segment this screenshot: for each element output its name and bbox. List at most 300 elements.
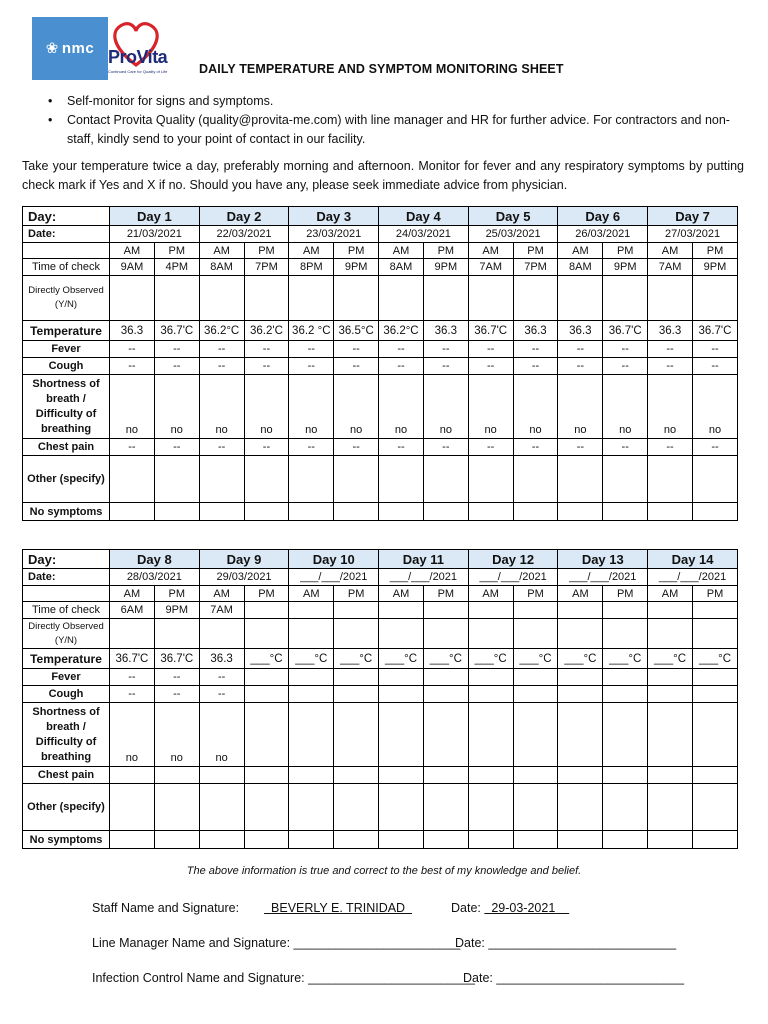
- observed-cell[interactable]: [244, 619, 289, 649]
- observed-cell[interactable]: [199, 619, 244, 649]
- observed-cell[interactable]: [199, 276, 244, 321]
- temperature-cell[interactable]: ___°C: [379, 649, 424, 669]
- day-header: Day 2: [199, 207, 289, 226]
- chest-pain-cell[interactable]: --: [154, 439, 199, 456]
- no-symptoms-cell[interactable]: [199, 831, 244, 849]
- day-header: Day 6: [558, 207, 648, 226]
- cough-cell[interactable]: --: [199, 358, 244, 375]
- no-symptoms-cell[interactable]: [423, 831, 468, 849]
- observed-cell[interactable]: [244, 276, 289, 321]
- other-cell[interactable]: [110, 784, 155, 831]
- cough-label: Cough: [23, 686, 110, 703]
- temperature-cell[interactable]: 36.3: [110, 321, 155, 341]
- temperature-cell[interactable]: 36.7'C: [692, 321, 737, 341]
- other-cell[interactable]: [513, 456, 558, 503]
- other-cell[interactable]: [648, 456, 693, 503]
- no-symptoms-cell[interactable]: [513, 503, 558, 521]
- day-header: Day 1: [110, 207, 200, 226]
- time-cell[interactable]: [244, 602, 289, 619]
- shortness-cell[interactable]: no: [423, 375, 468, 439]
- cough-cell[interactable]: --: [289, 358, 334, 375]
- shortness-cell[interactable]: no: [199, 375, 244, 439]
- shortness-cell[interactable]: [558, 703, 603, 767]
- fever-cell[interactable]: [423, 669, 468, 686]
- date-cell[interactable]: 28/03/2021: [110, 569, 200, 586]
- no-symptoms-cell[interactable]: [558, 503, 603, 521]
- provita-tagline: Continued Care for Quality of Life: [108, 69, 168, 74]
- time-cell[interactable]: 8AM: [199, 259, 244, 276]
- pm-header: PM: [423, 586, 468, 602]
- no-symptoms-cell[interactable]: [423, 503, 468, 521]
- no-symptoms-cell[interactable]: [603, 503, 648, 521]
- date-cell[interactable]: 21/03/2021: [110, 226, 200, 243]
- date-cell[interactable]: ___/___/2021: [289, 569, 379, 586]
- time-cell[interactable]: 7AM: [199, 602, 244, 619]
- shortness-cell[interactable]: [468, 703, 513, 767]
- observed-cell[interactable]: [513, 619, 558, 649]
- am-header: AM: [110, 243, 155, 259]
- shortness-cell[interactable]: [513, 703, 558, 767]
- cough-cell[interactable]: --: [423, 358, 468, 375]
- time-cell[interactable]: 7PM: [244, 259, 289, 276]
- shortness-cell[interactable]: no: [603, 375, 648, 439]
- time-cell[interactable]: 9PM: [692, 259, 737, 276]
- observed-cell[interactable]: [692, 619, 737, 649]
- time-cell[interactable]: [692, 602, 737, 619]
- infection-control-date-field[interactable]: Date: ___________________________: [463, 971, 685, 985]
- observed-cell[interactable]: [289, 276, 334, 321]
- no-symptoms-label: No symptoms: [23, 831, 110, 849]
- temperature-cell[interactable]: 36.3: [199, 649, 244, 669]
- chest-pain-cell[interactable]: --: [199, 439, 244, 456]
- no-symptoms-cell[interactable]: [110, 831, 155, 849]
- chest-pain-cell[interactable]: --: [110, 439, 155, 456]
- cough-cell[interactable]: [289, 686, 334, 703]
- chest-pain-cell[interactable]: --: [648, 439, 693, 456]
- shortness-cell[interactable]: [648, 703, 693, 767]
- chest-pain-cell[interactable]: --: [603, 439, 648, 456]
- cough-cell[interactable]: --: [558, 358, 603, 375]
- shortness-cell[interactable]: no: [244, 375, 289, 439]
- temperature-cell[interactable]: ___°C: [334, 649, 379, 669]
- shortness-cell[interactable]: no: [154, 375, 199, 439]
- no-symptoms-cell[interactable]: [154, 831, 199, 849]
- other-label: Other (specify): [23, 784, 110, 831]
- fever-cell[interactable]: --: [692, 341, 737, 358]
- cough-cell[interactable]: [468, 686, 513, 703]
- no-symptoms-cell[interactable]: [379, 503, 424, 521]
- time-cell[interactable]: [603, 602, 648, 619]
- chest-pain-cell[interactable]: [603, 767, 648, 784]
- chest-pain-cell[interactable]: --: [468, 439, 513, 456]
- chest-pain-cell[interactable]: [154, 767, 199, 784]
- no-symptoms-cell[interactable]: [334, 831, 379, 849]
- temperature-cell[interactable]: 36.7'C: [110, 649, 155, 669]
- directly-observed-label: Directly Observed (Y/N): [23, 276, 110, 321]
- observed-cell[interactable]: [289, 619, 334, 649]
- fever-cell[interactable]: --: [468, 341, 513, 358]
- observed-cell[interactable]: [468, 619, 513, 649]
- other-cell[interactable]: [334, 784, 379, 831]
- shortness-cell[interactable]: no: [379, 375, 424, 439]
- temperature-cell[interactable]: 36.3: [558, 321, 603, 341]
- am-header: AM: [558, 243, 603, 259]
- line-manager-signature-field[interactable]: Line Manager Name and Signature: ________________________: [92, 936, 461, 950]
- no-symptoms-cell[interactable]: [199, 503, 244, 521]
- time-cell[interactable]: [289, 602, 334, 619]
- pm-header: PM: [692, 586, 737, 602]
- chest-pain-cell[interactable]: [423, 767, 468, 784]
- time-cell[interactable]: [334, 602, 379, 619]
- no-symptoms-cell[interactable]: [468, 831, 513, 849]
- other-cell[interactable]: [379, 456, 424, 503]
- observed-cell[interactable]: [603, 276, 648, 321]
- temperature-cell[interactable]: 36.7'C: [603, 321, 648, 341]
- other-cell[interactable]: [603, 784, 648, 831]
- date-cell[interactable]: 22/03/2021: [199, 226, 289, 243]
- fever-cell[interactable]: --: [423, 341, 468, 358]
- am-header: AM: [468, 243, 513, 259]
- time-cell[interactable]: 9AM: [110, 259, 155, 276]
- shortness-cell[interactable]: [423, 703, 468, 767]
- other-cell[interactable]: [244, 456, 289, 503]
- temperature-cell[interactable]: ___°C: [423, 649, 468, 669]
- fever-cell[interactable]: [603, 669, 648, 686]
- observed-cell[interactable]: [379, 276, 424, 321]
- fever-cell[interactable]: --: [154, 341, 199, 358]
- date-cell[interactable]: 29/03/2021: [199, 569, 289, 586]
- observed-cell[interactable]: [110, 276, 155, 321]
- time-cell[interactable]: 9PM: [154, 602, 199, 619]
- cough-cell[interactable]: --: [648, 358, 693, 375]
- observed-cell[interactable]: [648, 619, 693, 649]
- observed-cell[interactable]: [423, 619, 468, 649]
- cough-cell[interactable]: [379, 686, 424, 703]
- no-symptoms-cell[interactable]: [334, 503, 379, 521]
- observed-cell[interactable]: [603, 619, 648, 649]
- shortness-cell[interactable]: no: [692, 375, 737, 439]
- no-symptoms-cell[interactable]: [468, 503, 513, 521]
- observed-cell[interactable]: [648, 276, 693, 321]
- cough-cell[interactable]: --: [110, 358, 155, 375]
- cough-cell[interactable]: [603, 686, 648, 703]
- other-cell[interactable]: [289, 784, 334, 831]
- fever-cell[interactable]: [558, 669, 603, 686]
- other-cell[interactable]: [334, 456, 379, 503]
- chest-pain-cell[interactable]: --: [513, 439, 558, 456]
- chest-pain-cell[interactable]: --: [244, 439, 289, 456]
- fever-cell[interactable]: [513, 669, 558, 686]
- fever-cell[interactable]: [648, 669, 693, 686]
- temperature-cell[interactable]: 36.2'C: [244, 321, 289, 341]
- time-cell[interactable]: 8AM: [379, 259, 424, 276]
- cough-cell[interactable]: [423, 686, 468, 703]
- declaration-text: The above information is true and correct to the best of my knowledge and belief.: [186, 865, 582, 877]
- cough-cell[interactable]: [513, 686, 558, 703]
- cough-cell[interactable]: [244, 686, 289, 703]
- no-symptoms-cell[interactable]: [513, 831, 558, 849]
- observed-cell[interactable]: [334, 619, 379, 649]
- pm-header: PM: [692, 243, 737, 259]
- fever-cell[interactable]: --: [199, 341, 244, 358]
- date-cell[interactable]: ___/___/2021: [648, 569, 738, 586]
- date-cell[interactable]: ___/___/2021: [468, 569, 558, 586]
- cough-cell[interactable]: [558, 686, 603, 703]
- shortness-cell[interactable]: no: [289, 375, 334, 439]
- observed-cell[interactable]: [154, 276, 199, 321]
- other-cell[interactable]: [379, 784, 424, 831]
- observed-cell[interactable]: [692, 276, 737, 321]
- no-symptoms-cell[interactable]: [558, 831, 603, 849]
- fever-cell[interactable]: --: [603, 341, 648, 358]
- observed-cell[interactable]: [334, 276, 379, 321]
- other-cell[interactable]: [423, 784, 468, 831]
- no-symptoms-cell[interactable]: [603, 831, 648, 849]
- observed-cell[interactable]: [154, 619, 199, 649]
- shortness-cell[interactable]: [379, 703, 424, 767]
- temperature-cell[interactable]: ___°C: [603, 649, 648, 669]
- staff-signature-value[interactable]: BEVERLY E. TRINIDAD: [271, 901, 406, 915]
- other-cell[interactable]: [244, 784, 289, 831]
- cough-cell[interactable]: --: [244, 358, 289, 375]
- other-cell[interactable]: [558, 784, 603, 831]
- shortness-cell[interactable]: no: [558, 375, 603, 439]
- pm-header: PM: [603, 586, 648, 602]
- date-cell[interactable]: 24/03/2021: [379, 226, 469, 243]
- cough-cell[interactable]: [334, 686, 379, 703]
- chest-pain-cell[interactable]: [289, 767, 334, 784]
- cough-cell[interactable]: --: [692, 358, 737, 375]
- chest-pain-cell[interactable]: --: [558, 439, 603, 456]
- no-symptoms-cell[interactable]: [289, 503, 334, 521]
- time-cell[interactable]: 7PM: [513, 259, 558, 276]
- fever-cell[interactable]: [692, 669, 737, 686]
- date-cell[interactable]: 25/03/2021: [468, 226, 558, 243]
- time-cell[interactable]: [648, 602, 693, 619]
- observed-cell[interactable]: [468, 276, 513, 321]
- temperature-cell[interactable]: ___°C: [648, 649, 693, 669]
- infection-control-signature-field[interactable]: Infection Control Name and Signature: ________________________: [92, 971, 475, 985]
- chest-pain-cell[interactable]: [558, 767, 603, 784]
- nmc-logo-text: nmc: [61, 40, 95, 57]
- observed-cell[interactable]: [110, 619, 155, 649]
- observed-cell[interactable]: [423, 276, 468, 321]
- temperature-cell[interactable]: 36.7'C: [154, 649, 199, 669]
- other-cell[interactable]: [692, 456, 737, 503]
- no-symptoms-cell[interactable]: [154, 503, 199, 521]
- time-cell[interactable]: 8PM: [289, 259, 334, 276]
- time-cell[interactable]: [558, 602, 603, 619]
- no-symptoms-cell[interactable]: [648, 831, 693, 849]
- time-cell[interactable]: 7AM: [648, 259, 693, 276]
- fever-cell[interactable]: --: [289, 341, 334, 358]
- fever-cell[interactable]: --: [648, 341, 693, 358]
- cough-cell[interactable]: --: [603, 358, 648, 375]
- other-cell[interactable]: [468, 784, 513, 831]
- shortness-of-breath-label: Shortness of breath / Difficulty of breathing: [23, 703, 110, 767]
- chest-pain-cell[interactable]: [199, 767, 244, 784]
- shortness-cell[interactable]: [334, 703, 379, 767]
- temperature-cell[interactable]: ___°C: [558, 649, 603, 669]
- line-manager-date-field[interactable]: Date: ___________________________: [455, 936, 677, 950]
- time-cell[interactable]: 9PM: [423, 259, 468, 276]
- no-symptoms-cell[interactable]: [692, 503, 737, 521]
- temperature-cell[interactable]: 36.2°C: [379, 321, 424, 341]
- shortness-of-breath-label: Shortness of breath / Difficulty of breathing: [23, 375, 110, 439]
- fever-cell[interactable]: --: [244, 341, 289, 358]
- chest-pain-cell[interactable]: [110, 767, 155, 784]
- date-cell[interactable]: 27/03/2021: [648, 226, 738, 243]
- shortness-cell[interactable]: no: [334, 375, 379, 439]
- temperature-cell[interactable]: 36.3: [648, 321, 693, 341]
- observed-cell[interactable]: [558, 276, 603, 321]
- chest-pain-cell[interactable]: --: [692, 439, 737, 456]
- chest-pain-cell[interactable]: [244, 767, 289, 784]
- shortness-cell[interactable]: no: [468, 375, 513, 439]
- date-cell[interactable]: ___/___/2021: [379, 569, 469, 586]
- temperature-cell[interactable]: 36.5°C: [334, 321, 379, 341]
- chest-pain-cell[interactable]: --: [334, 439, 379, 456]
- cough-cell[interactable]: --: [199, 686, 244, 703]
- observed-cell[interactable]: [379, 619, 424, 649]
- no-symptoms-cell[interactable]: [244, 831, 289, 849]
- other-cell[interactable]: [110, 456, 155, 503]
- shortness-cell[interactable]: no: [154, 703, 199, 767]
- no-symptoms-cell[interactable]: [379, 831, 424, 849]
- flower-icon: ❀: [45, 40, 59, 57]
- other-cell[interactable]: [603, 456, 648, 503]
- time-cell[interactable]: 6AM: [110, 602, 155, 619]
- am-header: AM: [289, 243, 334, 259]
- chest-pain-cell[interactable]: [692, 767, 737, 784]
- temperature-cell[interactable]: ___°C: [513, 649, 558, 669]
- cough-cell[interactable]: [648, 686, 693, 703]
- no-symptoms-cell[interactable]: [110, 503, 155, 521]
- fever-cell[interactable]: --: [379, 341, 424, 358]
- shortness-cell[interactable]: [244, 703, 289, 767]
- other-cell[interactable]: [154, 784, 199, 831]
- fever-cell[interactable]: [379, 669, 424, 686]
- fever-cell[interactable]: [244, 669, 289, 686]
- other-cell[interactable]: [199, 784, 244, 831]
- shortness-cell[interactable]: [603, 703, 648, 767]
- temperature-cell[interactable]: 36.2°C: [199, 321, 244, 341]
- date-cell[interactable]: 26/03/2021: [558, 226, 648, 243]
- time-cell[interactable]: [379, 602, 424, 619]
- staff-date-value[interactable]: 29-03-2021: [491, 901, 556, 915]
- fever-cell[interactable]: --: [558, 341, 603, 358]
- am-header: AM: [648, 243, 693, 259]
- date-cell[interactable]: ___/___/2021: [558, 569, 648, 586]
- other-cell[interactable]: [423, 456, 468, 503]
- other-cell[interactable]: [289, 456, 334, 503]
- temperature-cell[interactable]: ___°C: [289, 649, 334, 669]
- temperature-cell[interactable]: ___°C: [244, 649, 289, 669]
- cough-cell[interactable]: --: [154, 358, 199, 375]
- other-cell[interactable]: [468, 456, 513, 503]
- no-symptoms-cell[interactable]: [289, 831, 334, 849]
- time-cell[interactable]: 8AM: [558, 259, 603, 276]
- pm-header: PM: [154, 243, 199, 259]
- fever-cell[interactable]: --: [110, 341, 155, 358]
- temperature-cell[interactable]: 36.3: [513, 321, 558, 341]
- fever-cell[interactable]: [468, 669, 513, 686]
- time-cell[interactable]: [468, 602, 513, 619]
- shortness-cell[interactable]: no: [199, 703, 244, 767]
- other-cell[interactable]: [199, 456, 244, 503]
- time-cell[interactable]: 9PM: [603, 259, 648, 276]
- cough-cell[interactable]: --: [379, 358, 424, 375]
- shortness-cell[interactable]: no: [110, 703, 155, 767]
- fever-cell[interactable]: [289, 669, 334, 686]
- other-cell[interactable]: [692, 784, 737, 831]
- chest-pain-cell[interactable]: [648, 767, 693, 784]
- chest-pain-cell[interactable]: --: [423, 439, 468, 456]
- cough-cell[interactable]: --: [513, 358, 558, 375]
- temperature-cell[interactable]: ___°C: [468, 649, 513, 669]
- shortness-cell[interactable]: no: [110, 375, 155, 439]
- cough-cell[interactable]: [692, 686, 737, 703]
- fever-cell[interactable]: [334, 669, 379, 686]
- chest-pain-cell[interactable]: [379, 767, 424, 784]
- no-symptoms-cell[interactable]: [692, 831, 737, 849]
- blank-cell: [23, 586, 110, 602]
- day-header: Day 12: [468, 550, 558, 569]
- no-symptoms-cell[interactable]: [648, 503, 693, 521]
- shortness-cell[interactable]: no: [513, 375, 558, 439]
- cough-cell[interactable]: --: [154, 686, 199, 703]
- temperature-cell[interactable]: ___°C: [692, 649, 737, 669]
- fever-cell[interactable]: --: [110, 669, 155, 686]
- shortness-cell[interactable]: [692, 703, 737, 767]
- temperature-cell[interactable]: 36.3: [423, 321, 468, 341]
- chest-pain-cell[interactable]: --: [289, 439, 334, 456]
- temperature-cell[interactable]: 36.2 °C: [289, 321, 334, 341]
- time-cell[interactable]: 7AM: [468, 259, 513, 276]
- chest-pain-cell[interactable]: [468, 767, 513, 784]
- chest-pain-cell[interactable]: [513, 767, 558, 784]
- shortness-cell[interactable]: [289, 703, 334, 767]
- fever-cell[interactable]: --: [199, 669, 244, 686]
- fever-cell[interactable]: --: [513, 341, 558, 358]
- other-label: Other (specify): [23, 456, 110, 503]
- time-cell[interactable]: [423, 602, 468, 619]
- time-cell[interactable]: [513, 602, 558, 619]
- other-cell[interactable]: [558, 456, 603, 503]
- date-cell[interactable]: 23/03/2021: [289, 226, 379, 243]
- fever-cell[interactable]: --: [334, 341, 379, 358]
- no-symptoms-cell[interactable]: [244, 503, 289, 521]
- cough-cell[interactable]: --: [468, 358, 513, 375]
- observed-cell[interactable]: [558, 619, 603, 649]
- pm-header: PM: [603, 243, 648, 259]
- chest-pain-cell[interactable]: [334, 767, 379, 784]
- other-cell[interactable]: [154, 456, 199, 503]
- chest-pain-cell[interactable]: --: [379, 439, 424, 456]
- other-cell[interactable]: [648, 784, 693, 831]
- time-cell[interactable]: 9PM: [334, 259, 379, 276]
- time-cell[interactable]: 4PM: [154, 259, 199, 276]
- day-header: Day 4: [379, 207, 469, 226]
- fever-cell[interactable]: --: [154, 669, 199, 686]
- temperature-cell[interactable]: 36.7'C: [468, 321, 513, 341]
- other-cell[interactable]: [513, 784, 558, 831]
- observed-cell[interactable]: [513, 276, 558, 321]
- cough-cell[interactable]: --: [334, 358, 379, 375]
- temperature-cell[interactable]: 36.7'C: [154, 321, 199, 341]
- cough-cell[interactable]: --: [110, 686, 155, 703]
- shortness-cell[interactable]: no: [648, 375, 693, 439]
